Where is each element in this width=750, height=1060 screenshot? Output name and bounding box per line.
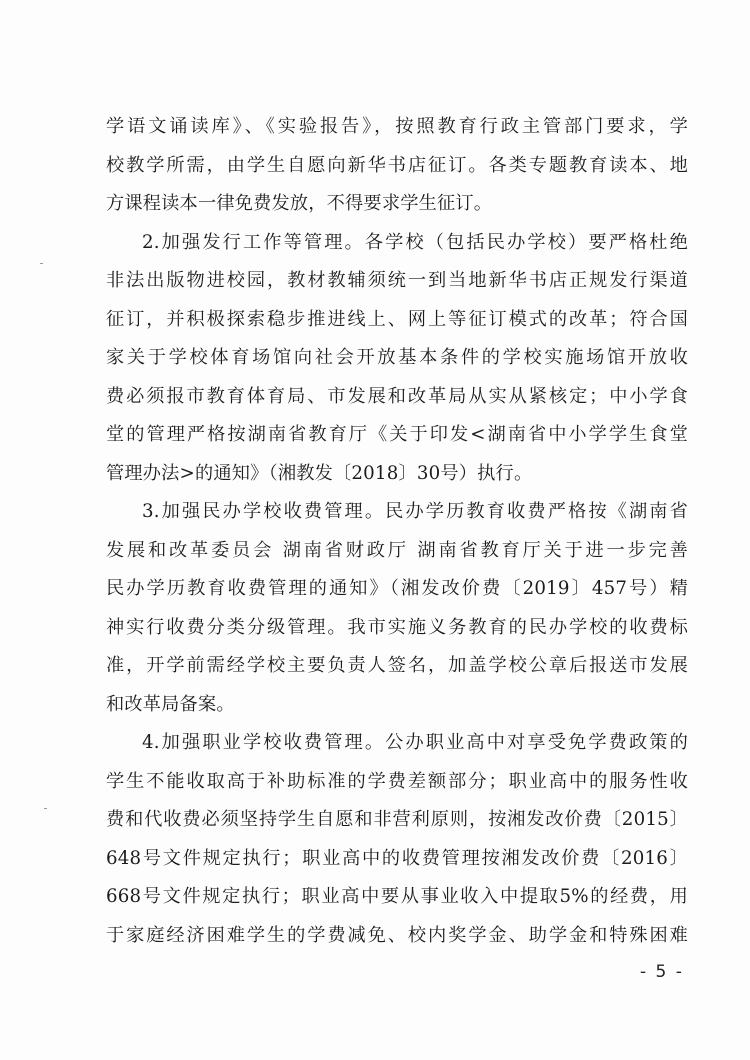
text-line-16: 和改革局备案。 (106, 693, 235, 715)
scan-speck (40, 263, 43, 264)
text-line-11: 3.加强民办学校收费管理。民办学历教育收费严格按《湖南省 (142, 501, 688, 522)
text-line-13: 民办学历教育收费管理的通知》（湘发改价费〔2019〕457号）精 (106, 578, 688, 599)
text-line-22: 于家庭经济困难学生的学费减免、校内奖学金、助学金和特殊困难 (106, 924, 688, 946)
scan-speck (44, 808, 47, 809)
text-line-2: 校教学所需，由学生自愿向新华书店征订。各类专题教育读本、地 (106, 154, 688, 176)
text-line-8: 费必须报市教育体育局、市发展和改革局从实从紧核定；中小学食 (106, 385, 688, 407)
page-number: - 5 - (640, 962, 684, 982)
text-line-18: 学生不能收取高于补助标准的学费差额部分；职业高中的服务性收 (106, 770, 688, 792)
text-line-9: 堂的管理严格按湖南省教育厅《关于印发<湖南省中小学学生食堂 (106, 424, 688, 445)
text-line-4: 2.加强发行工作等管理。各学校（包括民办学校）要严格杜绝 (142, 231, 688, 253)
text-line-7: 家关于学校体育场馆向社会开放基本条件的学校实施场馆开放收 (106, 347, 688, 368)
text-line-5: 非法出版物进校园，教材教辅须统一到当地新华书店正规发行渠道 (106, 270, 688, 291)
text-line-3: 方课程读本一律免费发放，不得要求学生征订。 (106, 193, 493, 214)
text-line-6: 征订，并积极探索稳步推进线上、网上等征订模式的改革；符合国 (106, 308, 688, 330)
text-line-1: 学语文诵读库》、《实验报告》，按照教育行政主管部门要求，学 (106, 116, 688, 137)
text-line-12: 发展和改革委员会 湖南省财政厅 湖南省教育厅关于进一步完善 (106, 539, 688, 561)
text-line-20: 648号文件规定执行；职业高中的收费管理按湘发改价费〔2016〕 (106, 847, 688, 869)
text-line-17: 4.加强职业学校收费管理。公办职业高中对享受免学费政策的 (142, 732, 688, 753)
text-line-14: 神实行收费分类分级管理。我市实施义务教育的民办学校的收费标 (106, 616, 688, 638)
text-line-15: 准，开学前需经学校主要负责人签名，加盖学校公章后报送市发展 (106, 655, 688, 676)
text-line-19: 费和代收费必须坚持学生自愿和非营利原则，按湘发改价费〔2015〕 (106, 809, 688, 830)
text-line-21: 668号文件规定执行；职业高中要从事业收入中提取5%的经费，用 (106, 886, 688, 907)
body-text (106, 108, 688, 955)
text-line-10: 管理办法>的通知》（湘教发〔2018〕30号）执行。 (106, 462, 533, 484)
